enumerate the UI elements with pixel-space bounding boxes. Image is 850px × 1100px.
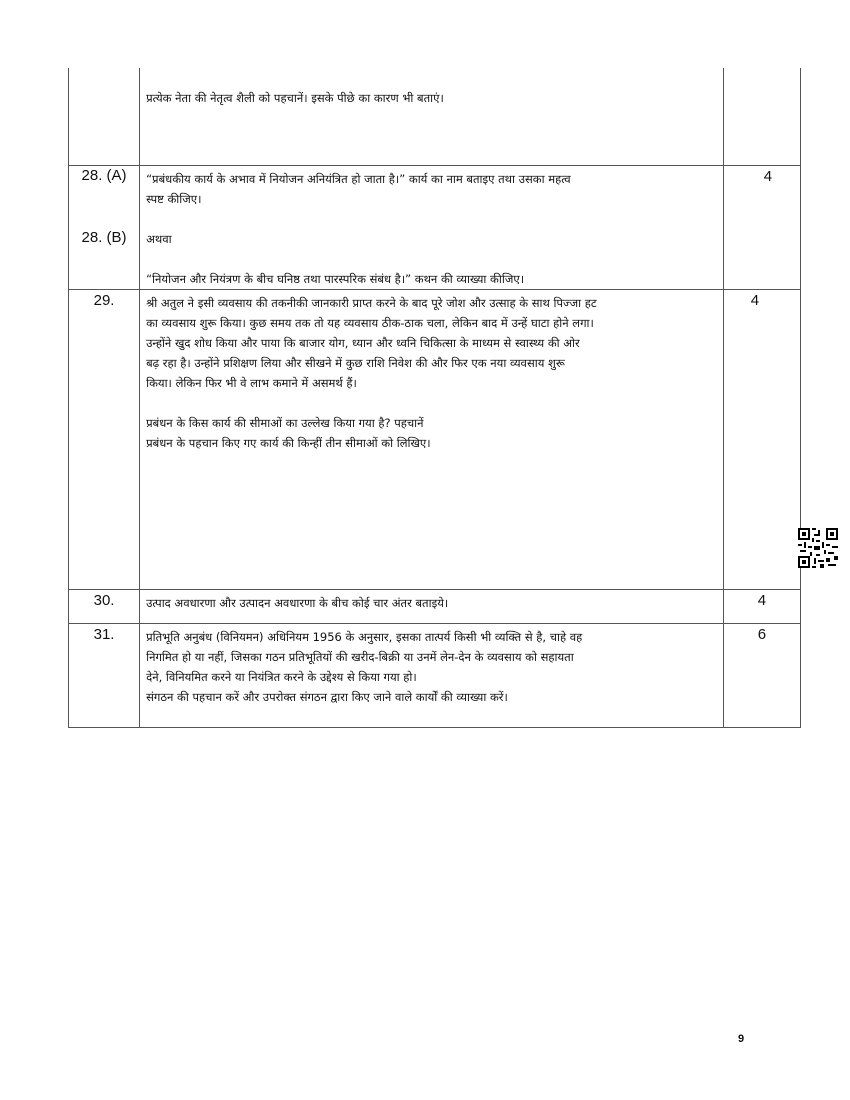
marks-cell — [723, 68, 800, 165]
marks-cell — [723, 589, 800, 623]
table-row — [69, 68, 801, 165]
question-text-cell — [140, 68, 724, 165]
question-table — [68, 68, 801, 728]
question-text-line: प्रबंधन के पहचान किए गए कार्य की किन्हीं तीन सीमाओं को लिखिए। — [146, 435, 431, 450]
question-text-line: बढ़ रहा है। उन्होंने प्रशिक्षण लिया और सीखने में कुछ राशि निवेश की और फिर एक नया व्यवसाय शुरू — [146, 355, 565, 370]
question-number-cell — [69, 589, 140, 623]
marks-cell — [723, 623, 800, 727]
question-text-line: श्री अतुल ने इसी व्यवसाय की तकनीकी जानकारी प्राप्त करने के बाद पूरे जोश और उत्साह के साथ पिज्जा हट — [146, 295, 597, 310]
question-number: 30. — [93, 591, 115, 609]
table-row — [69, 589, 801, 623]
question-text-line: किया। लेकिन फिर भी वे लाभ कमाने में असमर्थ हैं। — [146, 375, 357, 390]
question-number: 28. (B) — [81, 228, 127, 246]
marks-value: 4 — [750, 291, 760, 309]
marks-value: 4 — [763, 167, 773, 185]
question-text-cell — [140, 165, 724, 289]
question-number: 29. — [93, 291, 115, 309]
question-number: 31. — [93, 625, 115, 643]
question-text-cell — [140, 589, 724, 623]
marks-cell — [723, 289, 800, 589]
question-text-line: संगठन की पहचान करें और उपरोक्त संगठन द्वारा किए जाने वाले कार्यों की व्याख्या करें। — [146, 689, 508, 704]
question-text-line: स्पष्ट कीजिए। — [146, 191, 202, 206]
question-text-line: उन्होंने खुद शोध किया और पाया कि बाजार योग, ध्यान और ध्वनि चिकित्सा के माध्यम से स्वास्थ्य की ओर — [146, 335, 580, 350]
marks-value: 4 — [757, 591, 767, 609]
table-row — [69, 623, 801, 727]
question-text-line: “प्रबंधकीय कार्य के अभाव में नियोजन अनियंत्रित हो जाता है।” कार्य का नाम बताइए तथा उसका महत्व — [146, 171, 571, 186]
question-text-line: प्रबंधन के किस कार्य की सीमाओं का उल्लेख किया गया है? पहचानें — [146, 415, 424, 430]
marks-value: 6 — [757, 625, 767, 643]
question-text-cell — [140, 623, 724, 727]
question-number-cell — [69, 623, 140, 727]
qr-code-icon — [798, 528, 838, 568]
or-label: अथवा — [146, 231, 172, 246]
question-text-line: प्रतिभूति अनुबंध (विनियमन) अधिनियम 1956 के अनुसार, इसका तात्पर्य किसी भी व्यक्ति से है, चाहे वह — [146, 629, 583, 644]
question-text: प्रत्येक नेता की नेतृत्व शैली को पहचानें। इसके पीछे का कारण भी बताएं। — [146, 91, 444, 105]
question-text-line: “नियोजन और नियंत्रण के बीच घनिष्ठ तथा पारस्परिक संबंध है।” कथन की व्याख्या कीजिए। — [146, 271, 525, 286]
question-number-cell — [69, 289, 140, 589]
question-number-cell — [69, 68, 140, 165]
marks-cell — [723, 165, 800, 289]
question-number: 28. (A) — [81, 166, 127, 184]
table-row — [69, 289, 801, 589]
question-text: उत्पाद अवधारणा और उत्पादन अवधारणा के बीच कोई चार अंतर बताइये। — [146, 595, 449, 610]
page-number: 9 — [738, 1033, 745, 1045]
table-row — [69, 165, 801, 289]
question-text-line: निगमित हो या नहीं, जिसका गठन प्रतिभूतियों की खरीद-बिक्री या उनमें लेन-देन के व्यवसाय को सहायता — [146, 649, 574, 664]
question-text-line: का व्यवसाय शुरू किया। कुछ समय तक तो यह व्यवसाय ठीक-ठाक चला, लेकिन बाद में उन्हें घाटा होने लगा। — [146, 315, 594, 330]
question-text-line: देने, विनियमित करने या नियंत्रित करने के उद्देश्य से किया गया हो। — [146, 669, 417, 684]
question-number-cell — [69, 165, 140, 289]
question-text-cell — [140, 289, 724, 589]
